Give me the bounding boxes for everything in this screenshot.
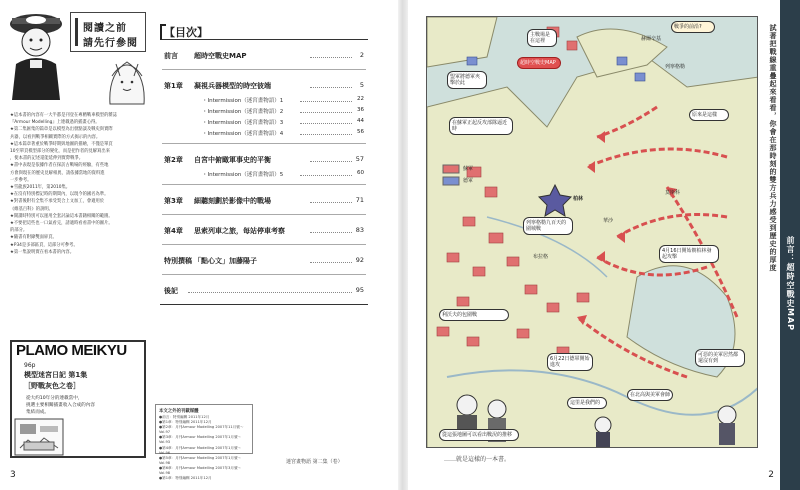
footer-caption: 迷宮畫物語 第二集（卷）: [286, 459, 343, 465]
toc-divider: [162, 269, 366, 275]
credits-line: ●第5章：月刊Armour Modelling 2007年1月號～Vol.98: [159, 455, 242, 465]
intro-note-line: ★第二集匯集的篇章是以模型為出發點談及戰史與實際: [10, 127, 113, 133]
intro-note-line: ★P34是多部區頁，這部分可參考。: [10, 242, 78, 248]
side-tab-label: 前言：超時空戰史MAP: [786, 236, 795, 332]
intro-note-line: 《維基百科》的說明。: [10, 206, 53, 212]
toc-entry-page: 2: [359, 51, 364, 59]
intro-notes: [10, 112, 155, 256]
page-number-right: 2: [768, 470, 774, 480]
map-label-leningrad: 列寧格勒: [665, 64, 686, 70]
toc-sub-page: 22: [357, 96, 364, 102]
toc-leader-dots: [300, 101, 352, 102]
map-label-berlin: 柏林: [573, 196, 584, 202]
toc-leader-dots: [188, 292, 352, 293]
toc-entry-page: 5: [359, 81, 364, 89]
toc-entry-title: 超時空戰史MAP: [194, 52, 247, 60]
toc-sub-page: 44: [357, 118, 364, 124]
credits-line: ●第1章：特別編輯 2011年12月: [159, 476, 212, 481]
toc-entry-title: 思索列車之旅，每站停車考察: [194, 227, 285, 235]
toc-leader-dots: [310, 262, 352, 263]
toc-divider: [162, 64, 366, 70]
toc-leader-dots: [300, 112, 352, 113]
plamo-title: PLAMO MEIKYU: [16, 342, 127, 359]
speech-bubble: 利沃夫的包圍戰: [439, 309, 509, 321]
toc-leader-dots: [310, 232, 352, 233]
toc-leader-dots: [300, 123, 352, 124]
toc-entry-page: 95: [355, 286, 364, 294]
credits-line: ●第1章：特別編輯 2011年12月: [159, 420, 212, 425]
toc-sub-title: ・Intermission（迷宮畫物語）5: [202, 172, 284, 178]
toc-sub-entry[interactable]: [160, 168, 368, 179]
toc-list: [160, 48, 368, 313]
notice-line-1: 閱讀之前: [83, 23, 127, 34]
toc-divider: [162, 239, 366, 245]
toc-header: [160, 24, 368, 40]
credits-box: [155, 404, 253, 481]
toc-sub-entry[interactable]: [160, 127, 368, 138]
intro-note-line: ★這本書的內容有一大半都是刊登在專精戰車模型的雜誌: [10, 113, 117, 118]
legend-german-label: 德軍: [463, 178, 474, 184]
intro-note-line: ★這本篇章著重於戰爭時期與地圖的描繪，不僅是單頁: [10, 141, 113, 147]
toc-leader-dots: [300, 134, 352, 135]
toc-leader-dots: [310, 87, 352, 88]
toc-entry-label: 第3章: [164, 197, 183, 205]
toc-entry[interactable]: [160, 223, 368, 239]
left-page: [0, 0, 398, 490]
speech-bubble: 在蘇軍正起反攻部隊逼近時: [449, 117, 513, 135]
toc-sub-entry[interactable]: [160, 94, 368, 105]
toc-leader-dots: [310, 202, 352, 203]
plamo-page-count: 96p: [24, 362, 36, 369]
intro-note-line: 『Armour Modelling』上連載過的插畫心得。: [10, 120, 100, 126]
toc-entry-label: 前言: [164, 52, 178, 60]
toc-entry[interactable]: [160, 78, 368, 94]
toc-entry-title: 凝視兵器模型的時空彼端: [194, 82, 271, 90]
chapter-side-tab: [780, 0, 800, 490]
toc-title: 【目次】: [164, 26, 208, 39]
toc-entry-title: 細聽刻劃於影像中的戰場: [194, 197, 271, 205]
notice-bar: [75, 18, 78, 46]
toc-bottom-rule: [160, 304, 368, 305]
credits-line: ●第6章：月刊Armour Modelling 2007年3月號～Vol.98: [159, 465, 242, 476]
toc-sub-title: ・Intermission（迷宮畫物語）3: [202, 120, 284, 126]
toc-entry-page: 71: [355, 196, 364, 204]
notice-line-2: 請先行參閱: [83, 38, 138, 49]
speech-bubble: 4月16日開始朝柏林發起攻擊: [659, 245, 719, 263]
intro-note-line: ★第一集說明實在看本書的內容。: [10, 249, 75, 255]
right-page: [408, 0, 800, 490]
speech-bubble: 主戰場是在這裡: [527, 29, 557, 47]
toc-leader-dots: [310, 57, 352, 58]
toc-entry[interactable]: [160, 48, 368, 64]
intro-note-line: 方會與現在的歷史見解相異，請依據當地的資料進: [10, 170, 105, 176]
toc-entry-page: 57: [355, 155, 364, 163]
war-history-map: [426, 16, 758, 448]
toc-entry-label: 第1章: [164, 82, 183, 90]
legend-soviet-label: 蘇軍: [463, 166, 474, 172]
soldier-cartoon-icon: [6, 8, 66, 100]
map-label-warsaw: 華沙: [603, 218, 614, 224]
toc-sub-title: ・Intermission（迷宮畫物語）4: [202, 131, 284, 137]
plamo-meikyu-ad: [10, 340, 146, 458]
intro-note-line: ★書中表現是依據作者在探訪古戰場的經驗，有些地: [10, 163, 109, 169]
notice-box: [70, 12, 146, 52]
plamo-desc-line: 挑選主要相關插畫收入合成的內容: [26, 403, 95, 408]
intro-note-line: ，使本書的記述還能延伸到實際戰爭。: [10, 156, 84, 162]
speech-bubble: 盟軍將德軍夾擊於此: [447, 71, 487, 89]
toc-sub-page: 60: [357, 170, 364, 176]
toc-entry-label: 第2章: [164, 156, 183, 164]
speech-bubble: 從這張地圖可以看出戰況的推移: [439, 429, 519, 441]
toc-entry-label: 第4章: [164, 227, 183, 235]
intro-note-line: ★隨書有附錄雙面扉頁。: [10, 235, 57, 241]
speech-bubble: 列寧格勒九百天的圍城戰: [523, 217, 573, 235]
toc-sub-title: ・Intermission（迷宮畫物語）1: [202, 98, 284, 104]
speech-bubble: 原來是這樣: [689, 109, 729, 121]
table-of-contents: [160, 22, 368, 460]
map-title-tag: 戰爭的前沿?: [671, 21, 715, 33]
toc-entry[interactable]: [160, 152, 368, 168]
toc-divider: [162, 209, 366, 215]
toc-sub-page: 56: [357, 129, 364, 135]
girl-cartoon-icon: [104, 54, 150, 106]
credits-line: ●前言：特別編輯 2011年12月: [159, 415, 210, 419]
map-label-helsinki: 赫爾辛基: [641, 36, 662, 42]
plamo-cover-icon: [14, 418, 64, 456]
plamo-desc-line: 從大約10年分的連載當中，: [26, 396, 83, 401]
intro-note-line: 的部分。: [10, 228, 28, 234]
toc-entry-label: 特別撰稿: [164, 257, 192, 265]
credits-title: 本文之外的刊載媒體: [159, 409, 199, 414]
toc-entry[interactable]: [160, 253, 368, 269]
intro-note-line: ★對書後附有全集不承受契合上文加工，會適用於: [10, 199, 105, 205]
plamo-subtitle: ［野戰灰色之卷］: [24, 382, 80, 390]
toc-sub-entry[interactable]: [160, 116, 368, 127]
intro-note-line: 兵器，以看到戰爭相關實際的方式揭示的內容。: [10, 134, 101, 140]
toc-entry-label: 後記: [164, 287, 178, 295]
intro-note-line: 一步參考。: [10, 177, 32, 183]
intro-note-line: ★不要把這些也一口氣看完，請適時看看書中的圖片。: [10, 221, 113, 227]
map-red-tag: 超時空戰史MAP: [517, 57, 561, 69]
map-label-moscow: 莫斯科: [665, 190, 681, 196]
plamo-desc-line: 集結而成。: [26, 410, 49, 415]
speech-bubble: 可惡的美軍居然都還沒有到: [695, 349, 745, 367]
toc-entry-page: 92: [355, 256, 364, 264]
intro-note-line: ★開讀時特別可以運用全套討論這本書籍相關的範圍。: [10, 213, 113, 219]
credits-line: ●第2章：月刊Armour Modelling 2007年11月號～Vol.97: [159, 425, 244, 435]
toc-entry-page: 83: [355, 226, 364, 234]
page-number-left: 3: [10, 470, 16, 480]
legend-soviet-swatch: [443, 165, 459, 173]
credits-lines: [159, 415, 249, 481]
legend-german-swatch: [443, 177, 459, 185]
plamo-series: 模型迷宮日記 第1集: [24, 371, 88, 379]
toc-entry-title: 「點心文」加藤陽子: [194, 257, 257, 265]
vertical-caption: 試著把戰線重疊起來看看，你會在那時刻的雙方兵力感受到歷史的厚度: [769, 24, 777, 272]
toc-entry[interactable]: [160, 193, 368, 209]
speech-bubble: 在北高與美軍會師: [627, 389, 673, 401]
toc-leader-dots: [300, 175, 352, 176]
toc-divider: [162, 138, 366, 144]
toc-leader-dots: [310, 161, 352, 162]
speech-bubble: 這里是我們的: [567, 397, 607, 409]
book-gutter: [398, 0, 408, 490]
toc-sub-title: ・Intermission（迷宮畫物語）2: [202, 109, 284, 115]
toc-divider: [162, 179, 366, 185]
toc-sub-page: 36: [357, 107, 364, 113]
toc-sub-entry[interactable]: [160, 105, 368, 116]
credits-line: ●第4章：月刊Armour Modelling 2007年1月號～Vol.96: [159, 445, 242, 455]
toc-entry[interactable]: [160, 283, 368, 299]
credits-line: ●第3章：月刊Armour Modelling 2007年1月號～Vol.93: [159, 435, 242, 445]
map-bottom-caption: ……就是這樣的一本書。: [444, 456, 511, 463]
speech-bubble: 6月22日德軍開始進攻: [547, 353, 593, 371]
intro-note-line: ★雪龍族2011年，第2010集。: [10, 185, 71, 191]
toc-entry-title: 自宮中俯瞰軍事史的平衡: [194, 156, 271, 164]
intro-note-line: ★在沒有特別標記時的期間內，以現今的國名為準。: [10, 192, 109, 198]
intro-note-line: 10至單頁模型部分的變化，而是把作者的見解寫出來: [10, 149, 110, 155]
map-label-prague: 布拉格: [533, 254, 549, 260]
